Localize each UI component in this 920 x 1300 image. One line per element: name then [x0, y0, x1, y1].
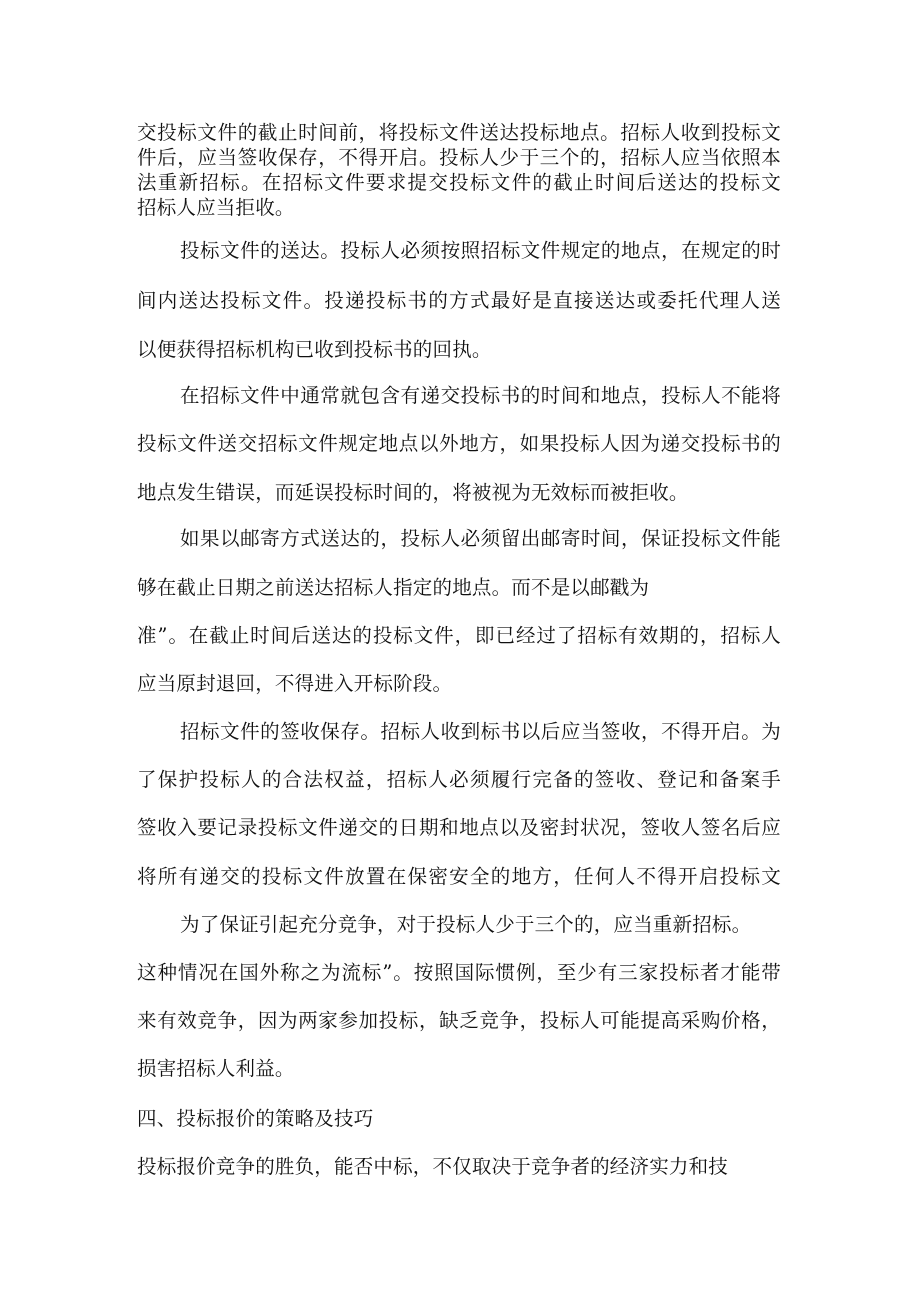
text-line: 以便获得招标机构已收到投标书的回执。	[137, 338, 492, 361]
text-line: 地点发生错误，而延误投标时间的，将被视为无效标而被拒收。	[137, 481, 689, 504]
text-line: 应当原封退回，不得进入开标阶段。	[137, 672, 453, 695]
text-line: 准”。在截止时间后送达的投标文件，即已经过了招标有效期的，招标人	[137, 624, 781, 647]
text-line: 将所有递交的投标文件放置在保密安全的地方，任何人不得开启投标文	[137, 865, 781, 888]
text-line: 损害招标人利益。	[137, 1057, 295, 1080]
text-line: 如果以邮寄方式送达的，投标人必须留出邮寄时间，保证投标文件能	[180, 527, 781, 550]
text-line: 这种情况在国外称之为流标”。按照国际惯例，至少有三家投标者才能带	[137, 961, 781, 984]
text-line: 交投标文件的截止时间前，将投标文件送达投标地点。招标人收到投标文	[137, 121, 781, 144]
text-line: 间内送达投标文件。投递投标书的方式最好是直接送达或委托代理人送	[137, 289, 781, 312]
section-heading: 四、投标报价的策略及技巧	[137, 1107, 374, 1130]
text-line: 签收入要记录投标文件递交的日期和地点以及密封状况，签收人签名后应	[137, 816, 781, 839]
text-line: 为了保证引起充分竞争，对于投标人少于三个的，应当重新招标。	[180, 913, 752, 936]
text-line: 在招标文件中通常就包含有递交投标书的时间和地点，投标人不能将	[180, 384, 781, 407]
text-line: 投标文件送交招标文件规定地点以外地方，如果投标人因为递交投标书的	[137, 432, 781, 455]
text-line: 投标文件的送达。投标人必须按照招标文件规定的地点，在规定的时	[180, 239, 781, 262]
text-line: 件后，应当签收保存，不得开启。投标人少于三个的，招标人应当依照本	[137, 146, 781, 169]
text-line: 来有效竞争，因为两家参加投标，缺乏竞争，投标人可能提高采购价格，	[137, 1009, 781, 1032]
text-line: 招标人应当拒收。	[137, 196, 295, 219]
text-line: 够在截止日期之前送达招标人指定的地点。而不是以邮戳为	[137, 576, 650, 599]
text-line: 招标文件的签收保存。招标人收到标书以后应当签收，不得开启。为	[180, 720, 781, 743]
text-line: 法重新招标。在招标文件要求提交投标文件的截止时间后送达的投标文	[137, 171, 781, 194]
text-line: 了保护投标人的合法权益，招标人必须履行完备的签收、登记和备案手	[137, 768, 781, 791]
text-line: 投标报价竞争的胜负，能否中标，不仅取决于竞争者的经济实力和技	[137, 1155, 729, 1178]
